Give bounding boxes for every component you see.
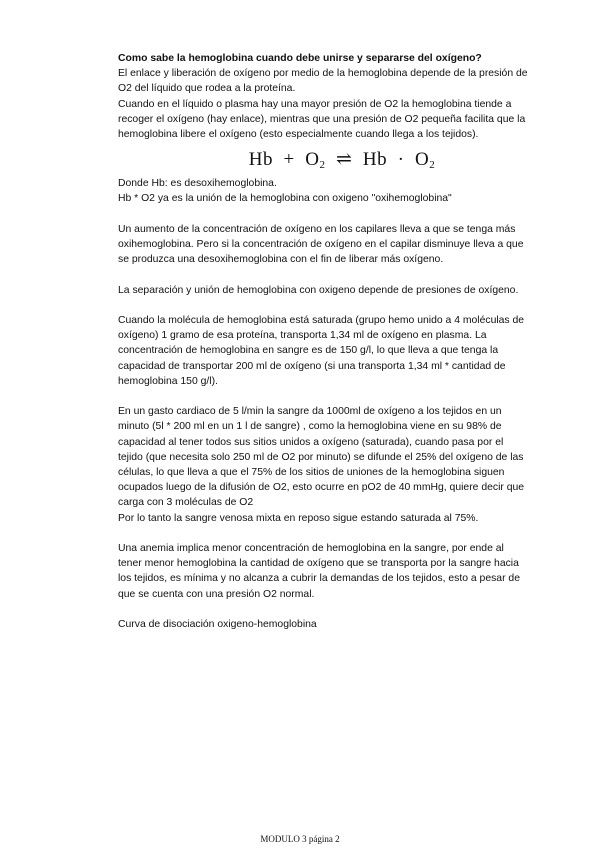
concentration-paragraph: Un aumento de la concentración de oxígeno en los capilares lleva a que se tenga más oxihemoglobina. Pero si la concentración de oxígeno en el capilar disminuye lleva a que se produzca una desoxihemoglobina con el fin de liberar más oxígeno. xyxy=(118,223,524,266)
venous-paragraph: Por lo tanto la sangre venosa mixta en reposo sigue estando saturada al 75%. xyxy=(118,512,479,524)
equation-hb-right: Hb xyxy=(362,149,388,171)
curve-title: Curva de disociación oxigeno-hemoglobina xyxy=(118,619,317,631)
spacer xyxy=(118,526,530,541)
hemoglobin-oxygen-equation xyxy=(118,148,530,172)
equation-o2-right: O xyxy=(414,149,430,171)
spacer xyxy=(118,389,530,404)
equation-o2-left: O xyxy=(305,149,320,171)
definition-line-2: Hb * O2 ya es la unión de la hemoglobina con oxigeno "oxihemoglobina" xyxy=(118,193,452,205)
spacer xyxy=(118,298,530,313)
saturation-paragraph: Cuando la molécula de hemoglobina está saturada (grupo hemo unido a 4 moléculas de oxígeno) 1 gramo de esa proteína, transporta 1,34 ml de oxígeno en plasma. La concentración de hemoglobina en sangre es de 150 g/l, lo que lleva a que tenga la capacidad de transportar 200 ml de oxígeno (si una transporta 1,34 ml * cantidad de hemoglobina 150 g/l). xyxy=(118,315,525,387)
spacer xyxy=(118,267,530,282)
equation-dot: · xyxy=(397,149,405,171)
anemia-paragraph: Una anemia implica menor concentración de hemoglobina en la sangre, por ende al tener menor hemoglobina la cantidad de oxígeno que se transporta por la sangre hacia los tejidos, es mínima y no alcanza a cubrir la demandas de los tejidos, esto a pesar de que se cuenta con una presión O2 normal. xyxy=(118,543,520,600)
page-footer: MODULO 3 página 2 xyxy=(260,834,340,844)
document-body xyxy=(118,51,530,632)
intro-paragraph-2: Cuando en el líquido o plasma hay una mayor presión de O2 la hemoglobina tiende a recoger el oxígeno (hay enlace), mientras que una presión de O2 pequeña facilita que la hemoglobina libere el oxígeno (esto especialmente cuando llega a los tejidos). xyxy=(118,98,526,141)
equation-o2-right-subscript: 2 xyxy=(429,159,436,172)
section-heading: Como sabe la hemoglobina cuando debe unirse y separarse del oxígeno? xyxy=(118,53,482,64)
cardiac-output-paragraph: En un gasto cardiaco de 5 l/min la sangre da 1000ml de oxígeno a los tejidos en un minuto (5l * 200 ml en un 1 l de sangre) , como la hemoglobina viene en su 98% de capacidad al tener todos sus sitios unidos a oxígeno (saturada), cuando pasa por el tejido (que necesita solo 250 ml de O2 por minuto) se difunde el 25% del oxígeno de las células, lo que lleva a que el 75% de los sitios de uniones de la hemoglobina siguen ocupados luego de la difusión de O2, esto ocurre en pO2 de 40 mmHg, quiere decir que carga con 3 moléculas de O2 xyxy=(118,406,525,509)
equation-plus: + xyxy=(283,149,295,171)
intro-paragraph-1: El enlace y liberación de oxígeno por medio de la hemoglobina depende de la presión de O2 del líquido que rodea a la proteína. xyxy=(118,68,528,95)
equation-equilibrium-arrows: ⇌ xyxy=(335,149,353,171)
spacer xyxy=(118,602,530,617)
pressures-paragraph: La separación y unión de hemoglobina con oxigeno depende de presiones de oxígeno. xyxy=(118,284,519,296)
equation-hb-left: Hb xyxy=(248,149,274,171)
equation-o2-left-subscript: 2 xyxy=(319,159,326,172)
definition-line-1: Donde Hb: es desoxihemoglobina. xyxy=(118,178,277,190)
spacer xyxy=(118,207,530,222)
